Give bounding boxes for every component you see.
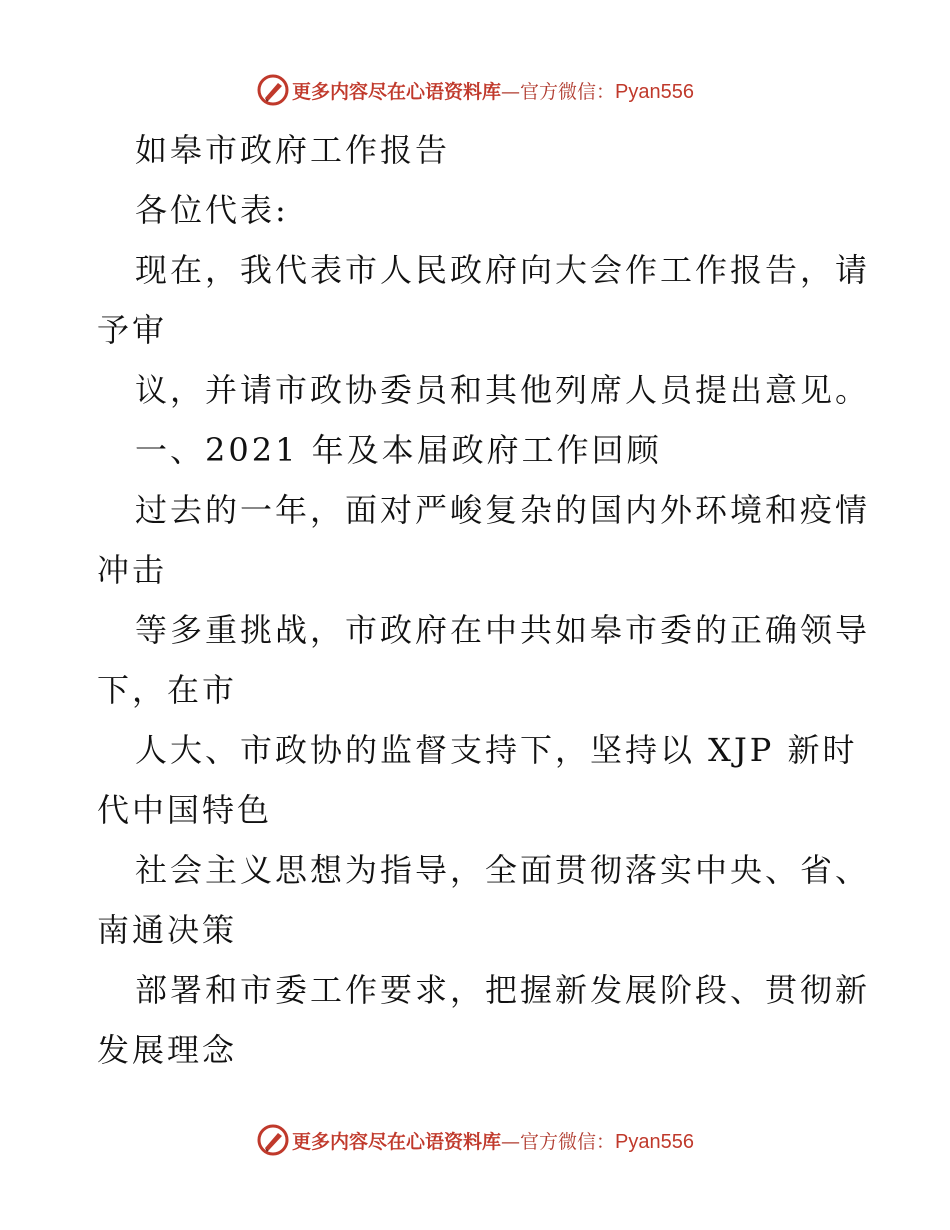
paragraph-line: 过去的一年，面对严峻复杂的国内外环境和疫情 bbox=[135, 491, 871, 529]
paragraph-line: 社会主义思想为指导，全面贯彻落实中央、省、 bbox=[135, 851, 871, 889]
header-watermark-banner bbox=[0, 70, 950, 110]
document-title: 如皋市政府工作报告 bbox=[135, 131, 451, 169]
paragraph-line: 冲击 bbox=[97, 551, 168, 589]
header-banner-main: 更多内容尽在心语资料库 bbox=[292, 80, 502, 103]
header-banner-id: Pyan556 bbox=[615, 80, 694, 103]
paragraph-line: 代中国特色 bbox=[97, 791, 273, 829]
pen-logo-icon bbox=[256, 1123, 290, 1157]
paragraph-line: 下，在市 bbox=[97, 671, 238, 709]
header-banner-text bbox=[292, 77, 694, 104]
paragraph-line: 议，并请市政协委员和其他列席人员提出意见。 bbox=[135, 371, 871, 409]
footer-watermark-banner bbox=[0, 1120, 950, 1160]
footer-banner-main: 更多内容尽在心语资料库 bbox=[292, 1130, 502, 1153]
footer-banner-text bbox=[292, 1127, 694, 1154]
paragraph-line: 现在，我代表市人民政府向大会作工作报告，请 bbox=[135, 251, 871, 289]
paragraph-line: 发展理念 bbox=[97, 1031, 238, 1069]
document-body bbox=[97, 120, 897, 1080]
paragraph-line: 部署和市委工作要求，把握新发展阶段、贯彻新 bbox=[135, 971, 871, 1009]
salutation: 各位代表: bbox=[135, 191, 289, 229]
section-heading: 一、2021 年及本届政府工作回顾 bbox=[135, 431, 662, 469]
footer-banner-id: Pyan556 bbox=[615, 1130, 694, 1153]
paragraph-line: 等多重挑战，市政府在中共如皋市委的正确领导 bbox=[135, 611, 871, 649]
paragraph-line: 予审 bbox=[97, 311, 168, 349]
paragraph-line: 南通决策 bbox=[97, 911, 238, 949]
paragraph-line: 人大、市政协的监督支持下，坚持以 XJP 新时 bbox=[135, 731, 858, 769]
header-banner-sub: —官方微信： bbox=[501, 80, 616, 103]
pen-logo-icon bbox=[256, 73, 290, 107]
footer-banner-sub: —官方微信： bbox=[501, 1130, 616, 1153]
